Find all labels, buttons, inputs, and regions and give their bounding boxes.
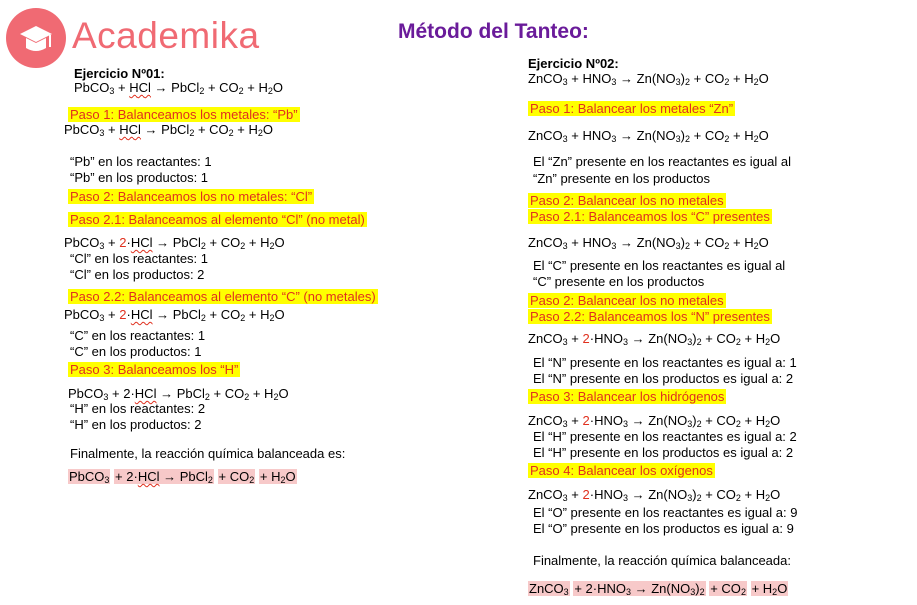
right-c-line-1: El “C” presente en los reactantes es igual al — [533, 258, 786, 273]
left-cl-products: “Cl” en los productos: 2 — [70, 267, 205, 282]
left-equation-4: PbCO$_3$ + 2·HCl → PbCl$_2$ + $CO_2 + H_2O$ — [64, 307, 285, 323]
right-final-equation: ZnCO$_3$ + $2\cdot HNO_3 \to Zn(NO_3)_2 + CO_2 + H_2O$ — [529, 581, 788, 597]
left-c-products: “C” en los productos: 1 — [70, 344, 202, 359]
right-equation-4: ZnCO$_3$ + $2\cdot HNO_3 \to Zn(NO_3)_2 + CO_2 + H_2O$ — [528, 331, 781, 347]
left-h-products: “H” en los productos: 2 — [70, 417, 202, 432]
left-step-1: Paso 1: Balanceamos los metales: “Pb” — [70, 107, 298, 122]
right-n-line-2: El “N” presente en los productos es igual a: 2 — [533, 371, 794, 386]
page-title: Método del Tanteo: — [398, 20, 589, 43]
left-c-reactants: “C” en los reactantes: 1 — [70, 328, 206, 343]
left-equation-1: PbCO$_3$ + HCl → PbCl$_2$ + $CO_2 + H_2O$ — [74, 80, 284, 96]
right-h-line-1: El “H” presente en los reactantes es igual a: 2 — [533, 429, 797, 444]
left-equation-2: PbCO$_3$ + HCl → PbCl$_2$ + $CO_2 + H_2O$ — [64, 122, 274, 138]
right-o-line-2: El “O” presente en los productos es igual a: 9 — [533, 521, 794, 536]
left-equation-5: PbCO$_3$ + 2·HCl → PbCl$_2$ + $CO_2 + H_2O$ — [68, 386, 289, 402]
right-step-4: Paso 4: Balancear los oxígenos — [530, 463, 713, 478]
brand-name: Academika — [72, 15, 260, 56]
right-equation-2: ZnCO$_3$ + $HNO_3 \to Zn(NO_3)_2 + CO_2 + H_2O$ — [528, 128, 769, 144]
right-h-line-2: El “H” presente en los productos es igual a: 2 — [533, 445, 794, 460]
left-step-2-2: Paso 2.2: Balanceamos al elemento “C” (no metales) — [70, 289, 376, 304]
right-equation-1: ZnCO$_3$ + $HNO_3 \to Zn(NO_3)_2 + CO_2 + H_2O$ — [528, 71, 769, 87]
right-step-2-1: Paso 2.1: Balanceamos los “C” presentes — [530, 209, 770, 224]
right-c-line-2: “C” presente en los productos — [533, 274, 705, 289]
right-n-line-1: El “N” presente en los reactantes es igual a: 1 — [533, 355, 797, 370]
right-equation-3: ZnCO$_3$ + $HNO_3 \to Zn(NO_3)_2 + CO_2 + H_2O$ — [528, 235, 769, 251]
left-final-text: Finalmente, la reacción química balanceada es: — [70, 446, 346, 461]
right-o-line-1: El “O” presente en los reactantes es igual a: 9 — [533, 505, 798, 520]
left-step-2: Paso 2: Balanceamos los no metales: “Cl” — [70, 189, 313, 204]
left-equation-3: PbCO$_3$ + 2·HCl → PbCl$_2$ + $CO_2 + H_2O$ — [64, 235, 285, 251]
right-final-text: Finalmente, la reacción química balanceada: — [533, 553, 791, 568]
left-heading: Ejercicio Nº01: — [74, 66, 165, 81]
right-zn-line-1: El “Zn” presente en los reactantes es igual al — [533, 154, 791, 169]
left-pb-products: “Pb” en los productos: 1 — [70, 170, 209, 185]
left-step-3: Paso 3: Balanceamos los “H” — [70, 362, 239, 377]
left-cl-reactants: “Cl” en los reactantes: 1 — [70, 251, 209, 266]
right-step-3: Paso 3: Balancear los hidrógenos — [530, 389, 725, 404]
right-equation-5: ZnCO$_3$ + $2\cdot HNO_3 \to Zn(NO_3)_2 + CO_2 + H_2O$ — [528, 413, 781, 429]
left-step-2-1: Paso 2.1: Balanceamos al elemento “Cl” (no metal) — [70, 212, 365, 227]
left-h-reactants: “H” en los reactantes: 2 — [70, 401, 206, 416]
left-pb-reactants: “Pb” en los reactantes: 1 — [70, 154, 212, 169]
right-zn-line-2: “Zn” presente en los productos — [533, 171, 711, 186]
right-step-2b: Paso 2: Balancear los no metales — [530, 293, 724, 308]
academika-logo-icon — [6, 8, 66, 68]
right-step-2-2: Paso 2.2: Balanceamos los “N” presentes — [530, 309, 770, 324]
left-final-equation: PbCO$_3$ + 2·HCl → PbCl$_2$ + $CO_2 + H_2O$ — [69, 469, 296, 485]
right-step-1: Paso 1: Balancear los metales “Zn” — [530, 101, 734, 116]
right-step-2a: Paso 2: Balancear los no metales — [530, 193, 724, 208]
right-equation-6: ZnCO$_3$ + $2\cdot HNO_3 \to Zn(NO_3)_2 + CO_2 + H_2O$ — [528, 487, 781, 503]
right-heading: Ejercicio Nº02: — [528, 56, 619, 71]
